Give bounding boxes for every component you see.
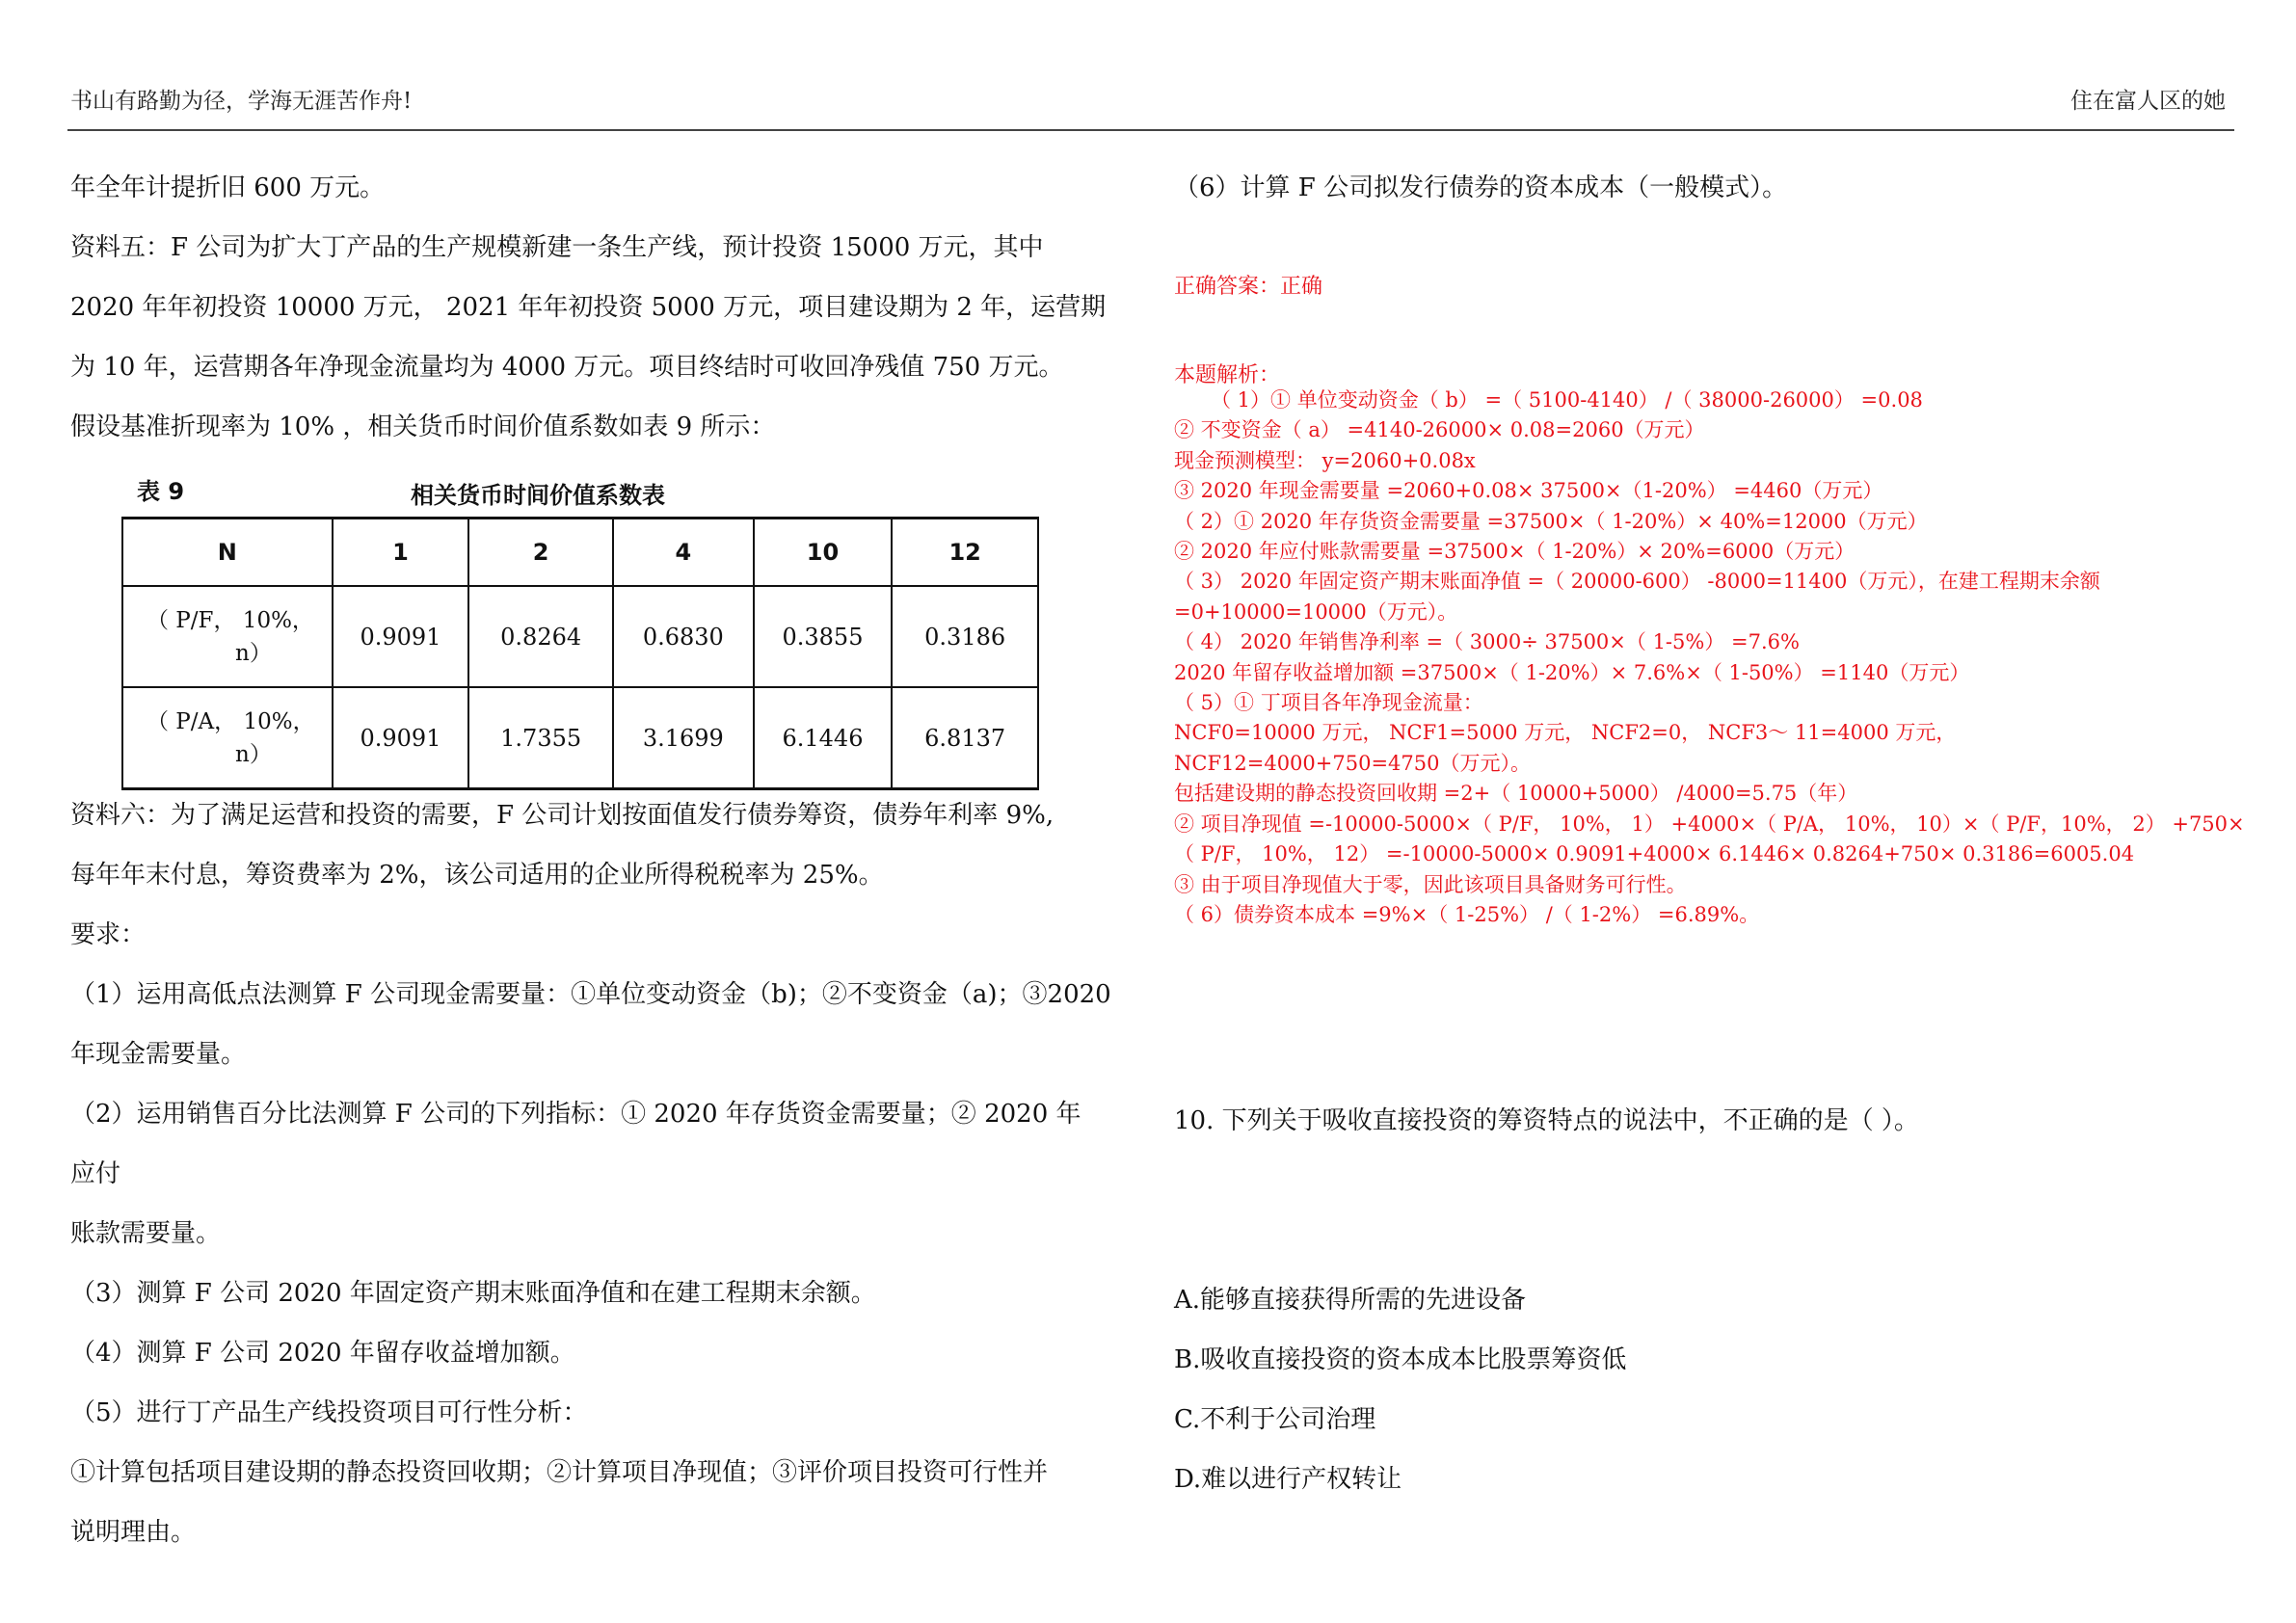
text-line: ①计算包括项目建设期的静态投资回收期；②计算项目净现值；③评价项目投资可行性并 (70, 1458, 1049, 1487)
text-line: （1）运用高低点法测算 F 公司现金需要量：①单位变动资金（b)；②不变资金（a)；③2020 (70, 980, 1111, 1009)
table-caption (121, 472, 1039, 509)
option-d[interactable]: D.难以进行产权转让 (1174, 1465, 1402, 1494)
coefficient-table (121, 517, 1039, 790)
explanation-line: （ 6）债券资本成本 =9%×（ 1-25%） /（ 1-2%） =6.89%。 (1174, 902, 1760, 926)
header-author: 住在富人区的她 (2070, 89, 2226, 114)
coefficient-table-block (121, 472, 1039, 767)
table-row (122, 687, 1038, 789)
table-label: 表 9 (137, 478, 185, 505)
option-a[interactable]: A.能够直接获得所需的先进设备 (1174, 1286, 1527, 1315)
table-row (122, 586, 1038, 687)
text-line: 说明理由。 (70, 1518, 197, 1547)
table-header-cell: 4 (613, 519, 754, 587)
explanation-line: （ P/F， 10%， 12） =-10000-5000× 0.9091+4000× 6.1446× 0.8264+750× 0.3186=6005.04 (1174, 842, 2135, 866)
explanation-line: NCF0=10000 万元， NCF1=5000 万元， NCF2=0， NCF3～ 11=4000 万元， (1174, 721, 1957, 745)
text-line: （2）运用销售百分比法测算 F 公司的下列指标：① 2020 年存货资金需要量；② 2020 年 (70, 1100, 1081, 1129)
row-label: n） (235, 741, 272, 767)
table-header-cell: N (122, 519, 333, 587)
explanation-line: （ 3） 2020 年固定资产期末账面净值 =（ 20000-600） -8000=11400（万元），在建工程期末余额 (1174, 570, 2100, 594)
text-line: 资料五：F 公司为扩大丁产品的生产规模新建一条生产线，预计投资 15000 万元，其中 (70, 233, 1044, 262)
row-label: n） (235, 640, 272, 666)
left-column (70, 158, 1140, 457)
question-6: （6）计算 F 公司拟发行债券的资本成本（一般模式）。 (1174, 173, 1788, 202)
text-line: 账款需要量。 (70, 1219, 222, 1248)
row-label: （ P/A， 10%， (147, 708, 315, 734)
explanation-line: ③ 由于项目净现值大于零，因此该项目具备财务可行性。 (1174, 872, 1687, 896)
text-line: 资料六：为了满足运营和投资的需要，F 公司计划按面值发行债券筹资，债券年利率 9%, (70, 801, 1055, 830)
text-line: 2020 年年初投资 10000 万元， 2021 年年初投资 5000 万元，项目建设期为 2 年，运营期 (70, 293, 1107, 322)
table-header-row (122, 519, 1038, 587)
table-cell: 0.6830 (613, 586, 754, 687)
table-cell: 6.8137 (892, 687, 1038, 789)
header-motto: 书山有路勤为径，学海无涯苦作舟! (70, 89, 413, 114)
explanation-title: 本题解析： (1174, 363, 1281, 387)
answer-options (1174, 1270, 1626, 1509)
table-cell: 0.9091 (333, 586, 469, 687)
row-header-cell (122, 586, 333, 687)
text-line: 每年年末付息，筹资费率为 2%，该公司适用的企业所得税税率为 25%。 (70, 861, 884, 890)
option-c[interactable]: C.不利于公司治理 (1174, 1405, 1376, 1434)
explanation-line: 包括建设期的静态投资回收期 =2+（ 10000+5000） /4000=5.75（年） (1174, 782, 1858, 806)
table-cell: 1.7355 (468, 687, 613, 789)
table-header-cell: 2 (468, 519, 613, 587)
option-b[interactable]: B.吸收直接投资的资本成本比股票筹资低 (1174, 1345, 1627, 1374)
explanation-line: （ 5）① 丁项目各年净现金流量： (1174, 691, 1483, 715)
explanation-line: ② 不变资金（ a） =4140-26000× 0.08=2060（万元） (1174, 418, 1705, 442)
explanation-line: 2020 年留存收益增加额 =37500×（ 1-20%）× 7.6%×（ 1-50%） =1140（万元） (1174, 660, 1970, 684)
table-cell: 0.3186 (892, 586, 1038, 687)
explanation-line: =0+10000=10000（万元）。 (1174, 599, 1458, 624)
table-header-cell: 12 (892, 519, 1038, 587)
text-line: 年现金需要量。 (70, 1040, 247, 1069)
table-header-cell: 10 (754, 519, 893, 587)
text-line: （3）测算 F 公司 2020 年固定资产期末账面净值和在建工程期末余额。 (70, 1279, 876, 1308)
text-line: 为 10 年，运营期各年净现金流量均为 4000 万元。项目终结时可收回净残值 750 万元。 (70, 353, 1064, 382)
table-title: 相关货币时间价值系数表 (411, 482, 665, 509)
explanation-block (1174, 386, 2263, 930)
table-cell: 0.9091 (333, 687, 469, 789)
text-line: 假设基准折现率为 10% ，相关货币时间价值系数如表 9 所示： (70, 412, 776, 441)
question-10: 10. 下列关于吸收直接投资的筹资特点的说法中，不正确的是（ ）。 (1174, 1106, 1919, 1135)
header-divider (67, 129, 2234, 131)
text-line: 应付 (70, 1159, 121, 1188)
table-cell: 0.8264 (468, 586, 613, 687)
table-cell: 6.1446 (754, 687, 893, 789)
text-line: （5）进行丁产品生产线投资项目可行性分析： (70, 1398, 588, 1427)
table-cell: 0.3855 (754, 586, 893, 687)
row-label: （ P/F， 10%， (147, 607, 314, 633)
explanation-line: ② 2020 年应付账款需要量 =37500×（ 1-20%）× 20%=6000（万元） (1174, 540, 1855, 564)
explanation-line: ② 项目净现值 =-10000-5000×（ P/F， 10%， 1） +4000×（ P/A， 10%， 10）×（ P/F，10%， 2） +750× (1174, 812, 2245, 836)
explanation-line: NCF12=4000+750=4750（万元）。 (1174, 751, 1531, 775)
text-line: 年全年计提折旧 600 万元。 (70, 173, 386, 202)
explanation-line: 现金预测模型： y=2060+0.08x (1174, 448, 1476, 472)
left-column-continued (70, 785, 1140, 1562)
table-cell: 3.1699 (613, 687, 754, 789)
text-line: 要求： (70, 920, 147, 949)
explanation-line: （ 1）① 单位变动资金（ b） =（ 5100-4140） /（ 38000-26000） =0.08 (1211, 388, 1923, 412)
explanation-line: （ 2）① 2020 年存货资金需要量 =37500×（ 1-20%）× 40%=12000（万元） (1174, 509, 1928, 533)
explanation-line: ③ 2020 年现金需要量 =2060+0.08× 37500×（1-20%） =4460（万元） (1174, 479, 1883, 503)
correct-answer: 正确答案：正确 (1174, 275, 1323, 299)
table-header-cell: 1 (333, 519, 469, 587)
explanation-line: （ 4） 2020 年销售净利率 =（ 3000÷ 37500×（ 1-5%） =7.6% (1174, 630, 1800, 654)
text-line: （4）测算 F 公司 2020 年留存收益增加额。 (70, 1339, 575, 1368)
row-header-cell (122, 687, 333, 789)
